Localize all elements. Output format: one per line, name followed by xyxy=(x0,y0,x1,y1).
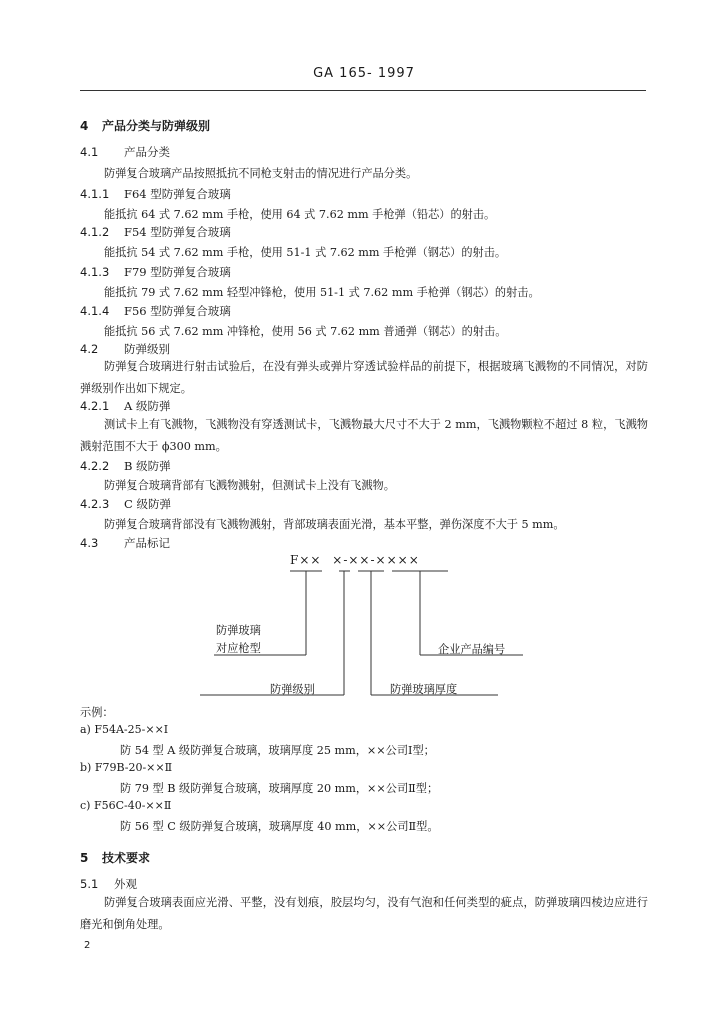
section-4-1-text: 防弹复合玻璃产品按照抵抗不同枪支射击的情况进行产品分类。 xyxy=(104,167,418,180)
section-number: 5.1 xyxy=(80,877,99,891)
section-number: 4.2.2 xyxy=(80,459,110,473)
section-4-1-1-text: 能抵抗 64 式 7.62 mm 手枪，使用 64 式 7.62 mm 手枪弹（铅芯）的射击。 xyxy=(104,208,496,221)
section-title: C 级防弹 xyxy=(124,497,171,511)
section-5-heading xyxy=(80,849,150,866)
section-title: 产品分类 xyxy=(124,145,170,159)
section-title: 外观 xyxy=(114,877,137,891)
section-5-1-heading xyxy=(80,876,137,892)
example-a-text: 防 54 型 A 级防弹复合玻璃，玻璃厚度 25 mm，××公司Ⅰ型； xyxy=(120,744,435,757)
section-number: 5 xyxy=(80,851,89,865)
section-number: 4.3 xyxy=(80,536,99,550)
example-c-text: 防 56 型 C 级防弹复合玻璃，玻璃厚度 40 mm，××公司Ⅱ型。 xyxy=(120,820,439,833)
section-number: 4.1.2 xyxy=(80,225,110,239)
page-header-standard: GA 165- 1997 xyxy=(313,66,415,81)
section-4-1-4-text: 能抵抗 56 式 7.62 mm 冲锋枪，使用 56 式 7.62 mm 普通弹（钢芯）的射击。 xyxy=(104,325,507,338)
section-4-1-3-text: 能抵抗 79 式 7.62 mm 轻型冲锋枪，使用 51-1 式 7.62 mm 手枪弹（钢芯）的射击。 xyxy=(104,286,540,299)
label-thickness: 防弹玻璃厚度 xyxy=(390,683,458,696)
section-number: 4.1 xyxy=(80,145,99,159)
section-4-2-3-text: 防弹复合玻璃背部没有飞溅物溅射，背部玻璃表面光滑，基本平整，弹伤深度不大于 5 mm。 xyxy=(104,518,565,531)
section-number: 4.1.1 xyxy=(80,187,110,201)
section-5-1-text: 防弹复合玻璃表面应光滑、平整，没有划痕，胶层均匀，没有气泡和任何类型的疵点，防弹玻璃四棱边应进行磨光和倒角处理。 xyxy=(80,896,648,931)
section-4-1-2-text: 能抵抗 54 式 7.62 mm 手枪，使用 51-1 式 7.62 mm 手枪弹（钢芯）的射击。 xyxy=(104,246,507,259)
section-title: A 级防弹 xyxy=(124,399,171,413)
examples-title: 示例： xyxy=(80,706,114,719)
code-part-rest: ×-××-×××× xyxy=(332,553,420,567)
example-c-code: c) F56C-40-××Ⅱ xyxy=(80,799,172,812)
label-level: 防弹级别 xyxy=(270,683,315,696)
example-a-code: a) F54A-25-××Ⅰ xyxy=(80,723,169,736)
page-number: 2 xyxy=(84,940,91,951)
section-title: F64 型防弹复合玻璃 xyxy=(124,187,231,201)
section-number: 4.2 xyxy=(80,342,99,356)
section-title: F79 型防弹复合玻璃 xyxy=(124,265,231,279)
section-number: 4.2.1 xyxy=(80,399,110,413)
section-title: 防弹级别 xyxy=(124,342,170,356)
section-number: 4.1.4 xyxy=(80,304,110,318)
section-title: 技术要求 xyxy=(102,851,151,865)
example-b-text: 防 79 型 B 级防弹复合玻璃，玻璃厚度 20 mm，××公司Ⅱ型； xyxy=(120,782,439,795)
section-title: B 级防弹 xyxy=(124,459,171,473)
section-number: 4 xyxy=(80,119,89,133)
label-glass-line2: 对应枪型 xyxy=(216,642,261,655)
product-code xyxy=(290,553,420,567)
section-4-2-1-text: 测试卡上有飞溅物，飞溅物没有穿透测试卡，飞溅物最大尺寸不大于 2 mm，飞溅物颗粒不超过 8 粒，飞溅物溅射范围不大于 ϕ300 mm。 xyxy=(80,418,648,453)
section-4-2-2-text: 防弹复合玻璃背部有飞溅物溅射，但测试卡上没有飞溅物。 xyxy=(104,479,395,492)
section-number: 4.2.3 xyxy=(80,497,110,511)
label-glass-line1: 防弹玻璃 xyxy=(216,624,261,637)
section-number: 4.1.3 xyxy=(80,265,110,279)
label-company: 企业产品编号 xyxy=(438,643,506,656)
section-title: F54 型防弹复合玻璃 xyxy=(124,225,231,239)
section-title: 产品标记 xyxy=(124,536,170,550)
example-b-code: b) F79B-20-××Ⅱ xyxy=(80,761,173,774)
section-title: 产品分类与防弹级别 xyxy=(102,119,211,133)
section-4-2-text: 防弹复合玻璃进行射击试验后，在没有弹头或弹片穿透试验样品的前提下，根据玻璃飞溅物的不同情况，对防弹级别作出如下规定。 xyxy=(80,360,648,395)
code-part-type: F×× xyxy=(290,553,322,567)
section-title: F56 型防弹复合玻璃 xyxy=(124,304,231,318)
